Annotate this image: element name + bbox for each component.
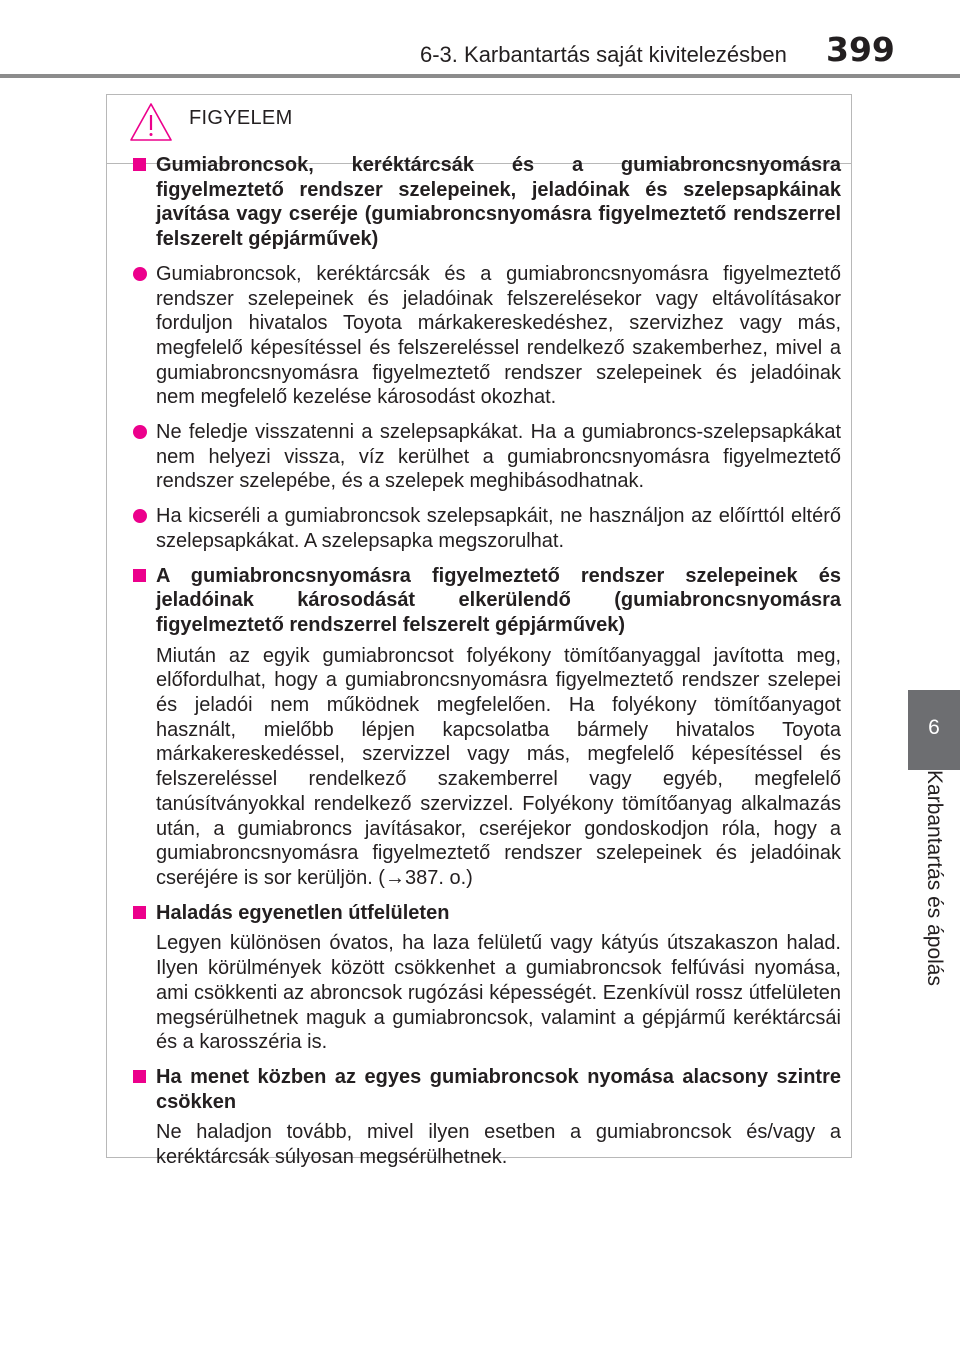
section-heading: Ha menet közben az egyes gumiabroncsok nyomása alacsony szintre csökken: [131, 1065, 841, 1114]
chapter-tab: [908, 690, 960, 770]
warning-label: FIGYELEM: [189, 107, 293, 129]
square-bullet-icon: [133, 1070, 146, 1083]
section-heading: Gumiabroncsok, keréktárcsák és a gumiabroncsnyomásra figyelmeztető rendszer szelepeinek, jeladóinak és szelepsapkáinak javítása vagy cseréje (gumiabroncsnyomásra figyelmeztető rendszerrel felszerelt gépjárművek): [131, 153, 841, 252]
round-bullet-icon: [133, 267, 147, 281]
round-bullet-icon: [133, 509, 147, 523]
header-divider: [0, 74, 960, 78]
page-number: 399: [826, 30, 895, 69]
header-section-title: 6-3. Karbantartás saját kivitelezésben: [420, 42, 787, 67]
list-item: Gumiabroncsok, keréktárcsák és a gumiabroncsnyomásra figyelmeztető rendszer szelepeinek és jeladóinak felszerelésekor vagy eltávolításakor forduljon hivatalos Toyota márkakereskedéshez, szervizhez vagy más, megfelelő képesítéssel és felszereléssel rendelkező szakemberhez, mivel a gumiabroncsnyomásra figyelmeztető rendszer szelepeinek és jeladóinak nem megfelelő kezelése károsodást okozhat.: [131, 262, 841, 410]
warning-content: [107, 153, 851, 1170]
square-bullet-icon: [133, 158, 146, 171]
warning-triangle-icon: [129, 102, 173, 142]
round-bullet-icon: [133, 425, 147, 439]
square-bullet-icon: [133, 906, 146, 919]
section-text: Miután az egyik gumiabroncsot folyékony tömítőanyaggal javította meg, előfordulhat, hogy a gumiabroncsnyomásra figyelmeztető rendszer szelepei és jeladói nem működnek megfelelően. Ha folyékony tömítőanyagot használt, mielőbb lépjen kapcsolatba bármely hivatalos Toyota márkakereskedéssel, szervizzel vagy más, megfelelő képesítéssel és felszereléssel rendelkező szakemberrel vagy egyéb, megfelelő tanúsítványokkal rendelkező szervizzel. Folyékony tömítőanyag alkalmazás után, a gumiabroncs javításakor, cseréjekor gondoskodjon róla, hogy a gumiabroncsnyomásra figyelmeztető rendszer szelepeinek és jeladóinak cseréjére is sor kerüljön. (→387. o.): [156, 644, 841, 889]
list-item: Ha kicseréli a gumiabroncsok szelepsapkáit, ne használjon az előírttól eltérő szelepsapkákat. A szelepsapka megszorulhat.: [131, 504, 841, 553]
square-bullet-icon: [133, 569, 146, 582]
section-heading: A gumiabroncsnyomásra figyelmeztető rendszer szelepeinek és jeladóinak károsodását elkerülendő (gumiabroncsnyomásra figyelmeztető rendszerrel felszerelt gépjárművek): [131, 564, 841, 638]
section-text: Ne haladjon tovább, mivel ilyen esetben a gumiabroncsok és/vagy a keréktárcsák súlyosan megsérülhetnek.: [156, 1121, 841, 1169]
chapter-number: 6: [928, 716, 940, 739]
section-text: Legyen különösen óvatos, ha laza felületű vagy kátyús útszakaszon halad. Ilyen körülmények között csökkenhet a gumiabroncsok felfúvási nyomása, ami csökkenti az abroncsok rugózási képességét. Ezenkívül rossz útfelületen megsérülhetnek maguk a gumiabroncsok, valamint a gépjármű keréktárcsái és a karosszéria is.: [156, 932, 841, 1054]
section-heading: Haladás egyenetlen útfelületen: [131, 901, 841, 926]
chapter-title: Karbantartás és ápolás: [923, 770, 946, 986]
list-item: Ne feledje visszatenni a szelepsapkákat. Ha a gumiabroncs-szelepsapkákat nem helyezi vissza, víz kerülhet a gumiabroncsnyomásra figyelmeztető rendszer szelepébe, és a szelepek meghibásodhatnak.: [131, 420, 841, 494]
warning-box: [106, 94, 852, 1169]
